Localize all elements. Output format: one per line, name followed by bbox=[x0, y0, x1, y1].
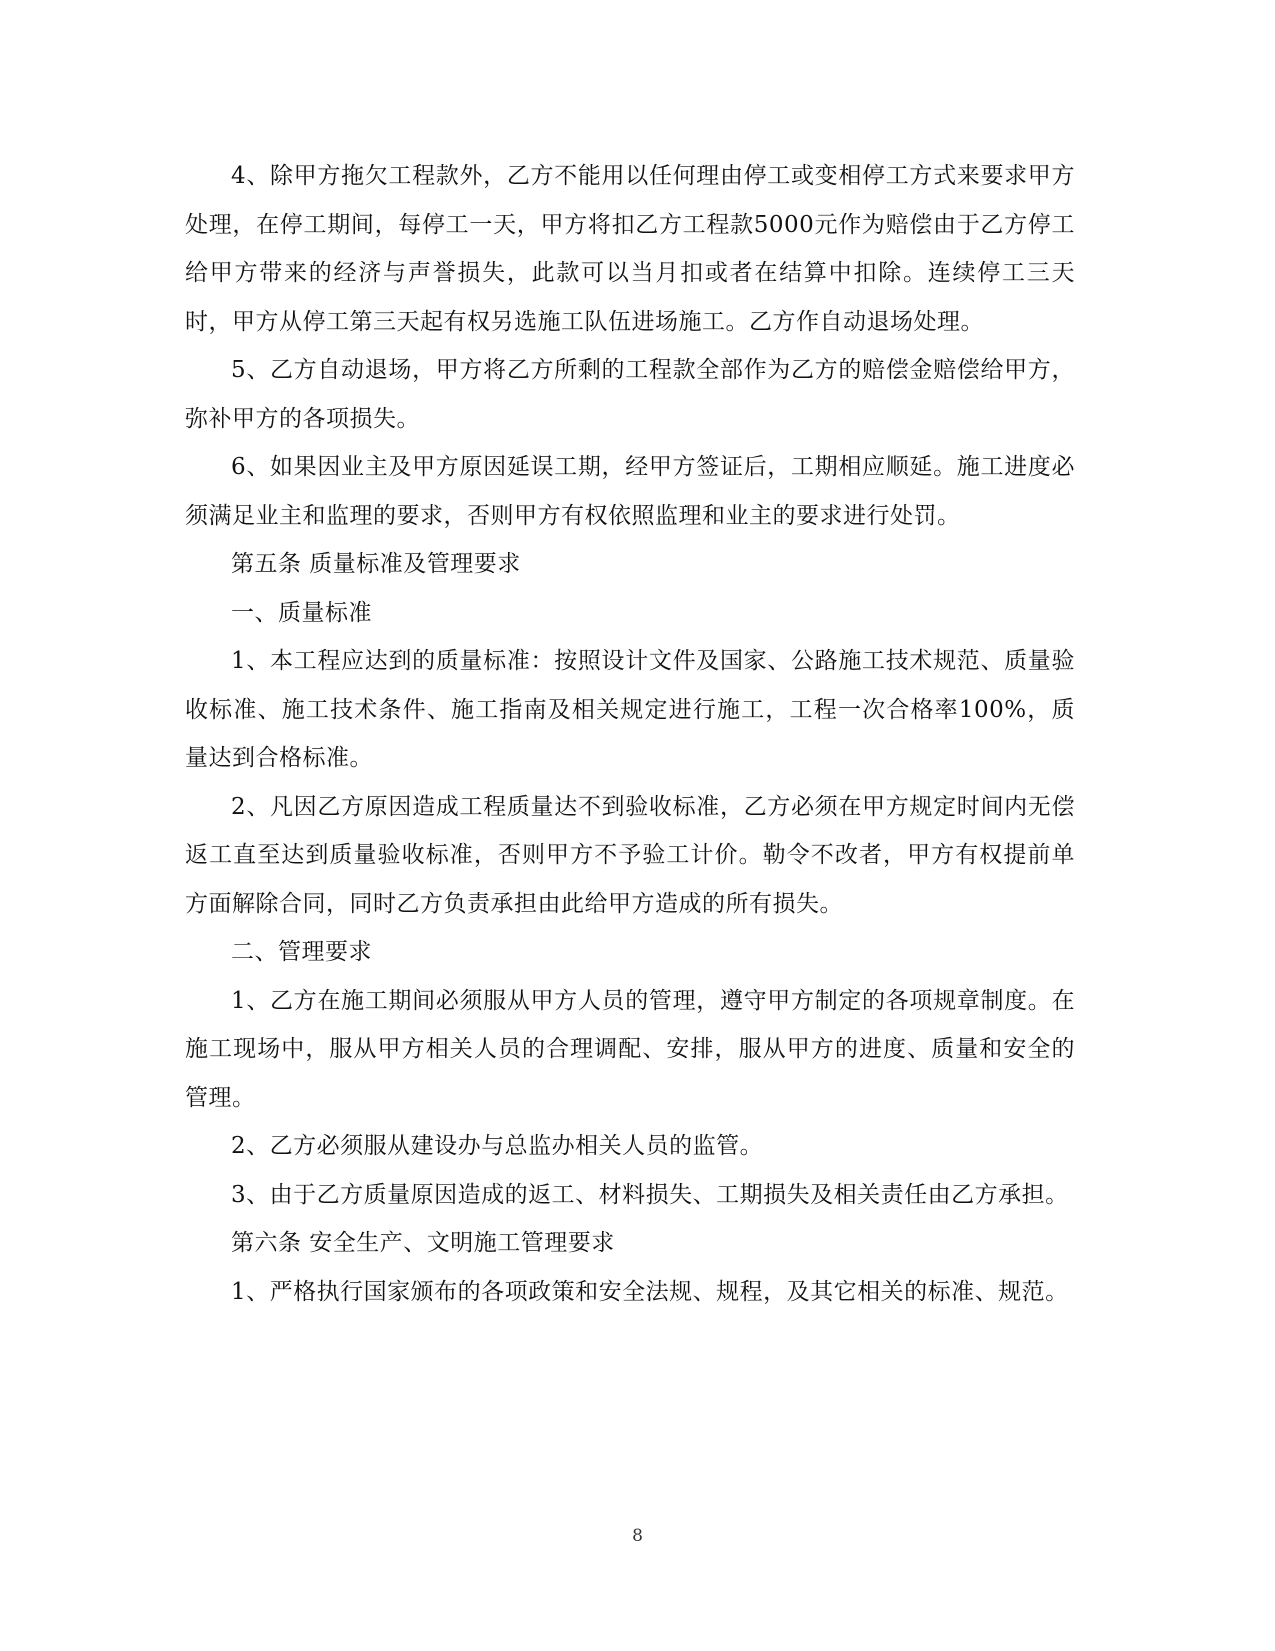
paragraph-management-3: 3、由于乙方质量原因造成的返工、材料损失、工期损失及相关责任由乙方承担。 bbox=[231, 1181, 1069, 1208]
section-heading-article-5: 第五条 质量标准及管理要求 bbox=[231, 551, 521, 577]
paragraph-quality-1: 1、本工程应达到的质量标准：按照设计文件及国家、公路施工技术规范、质量验收标准、施工技术条件、施工指南及相关规定进行施工，工程一次合格率100%，质量达到合格标准。 bbox=[185, 648, 1075, 771]
document-body bbox=[185, 152, 1075, 1316]
paragraph-management-1: 1、乙方在施工期间必须服从甲方人员的管理，遵守甲方制定的各项规章制度。在施工现场中，服从甲方相关人员的合理调配、安排，服从甲方的进度、质量和安全的管理。 bbox=[185, 987, 1075, 1111]
paragraph-safety-1: 1、严格执行国家颁布的各项政策和安全法规、规程，及其它相关的标准、规范。 bbox=[231, 1278, 1069, 1305]
subsection-heading-management: 二、管理要求 bbox=[231, 939, 372, 965]
page-number: 8 bbox=[632, 1526, 643, 1546]
section-heading-article-6: 第六条 安全生产、文明施工管理要求 bbox=[231, 1230, 615, 1256]
paragraph-clause-6: 6、如果因业主及甲方原因延误工期，经甲方签证后，工期相应顺延。施工进度必须满足业主和监理的要求，否则甲方有权依照监理和业主的要求进行处罚。 bbox=[185, 454, 1075, 529]
paragraph-clause-5: 5、乙方自动退场，甲方将乙方所剩的工程款全部作为乙方的赔偿金赔偿给甲方，弥补甲方的各项损失。 bbox=[185, 357, 1075, 432]
subsection-heading-quality-standard: 一、质量标准 bbox=[231, 599, 372, 626]
paragraph-quality-2: 2、凡因乙方原因造成工程质量达不到验收标准，乙方必须在甲方规定时间内无偿返工直至达到质量验收标准，否则甲方不予验工计价。勒令不改者，甲方有权提前单方面解除合同，同时乙方负责承担由此给甲方造成的所有损失。 bbox=[185, 793, 1075, 917]
paragraph-management-2: 2、乙方必须服从建设办与总监办相关人员的监管。 bbox=[231, 1133, 764, 1159]
paragraph-clause-4: 4、除甲方拖欠工程款外，乙方不能用以任何理由停工或变相停工方式来要求甲方处理，在停工期间，每停工一天，甲方将扣乙方工程款5000元作为赔偿由于乙方停工给甲方带来的经济与声誉损失，此款可以当月扣或者在结算中扣除。连续停工三天时，甲方从停工第三天起有权另选施工队伍进场施工。乙方作自动退场处理。 bbox=[185, 163, 1075, 335]
